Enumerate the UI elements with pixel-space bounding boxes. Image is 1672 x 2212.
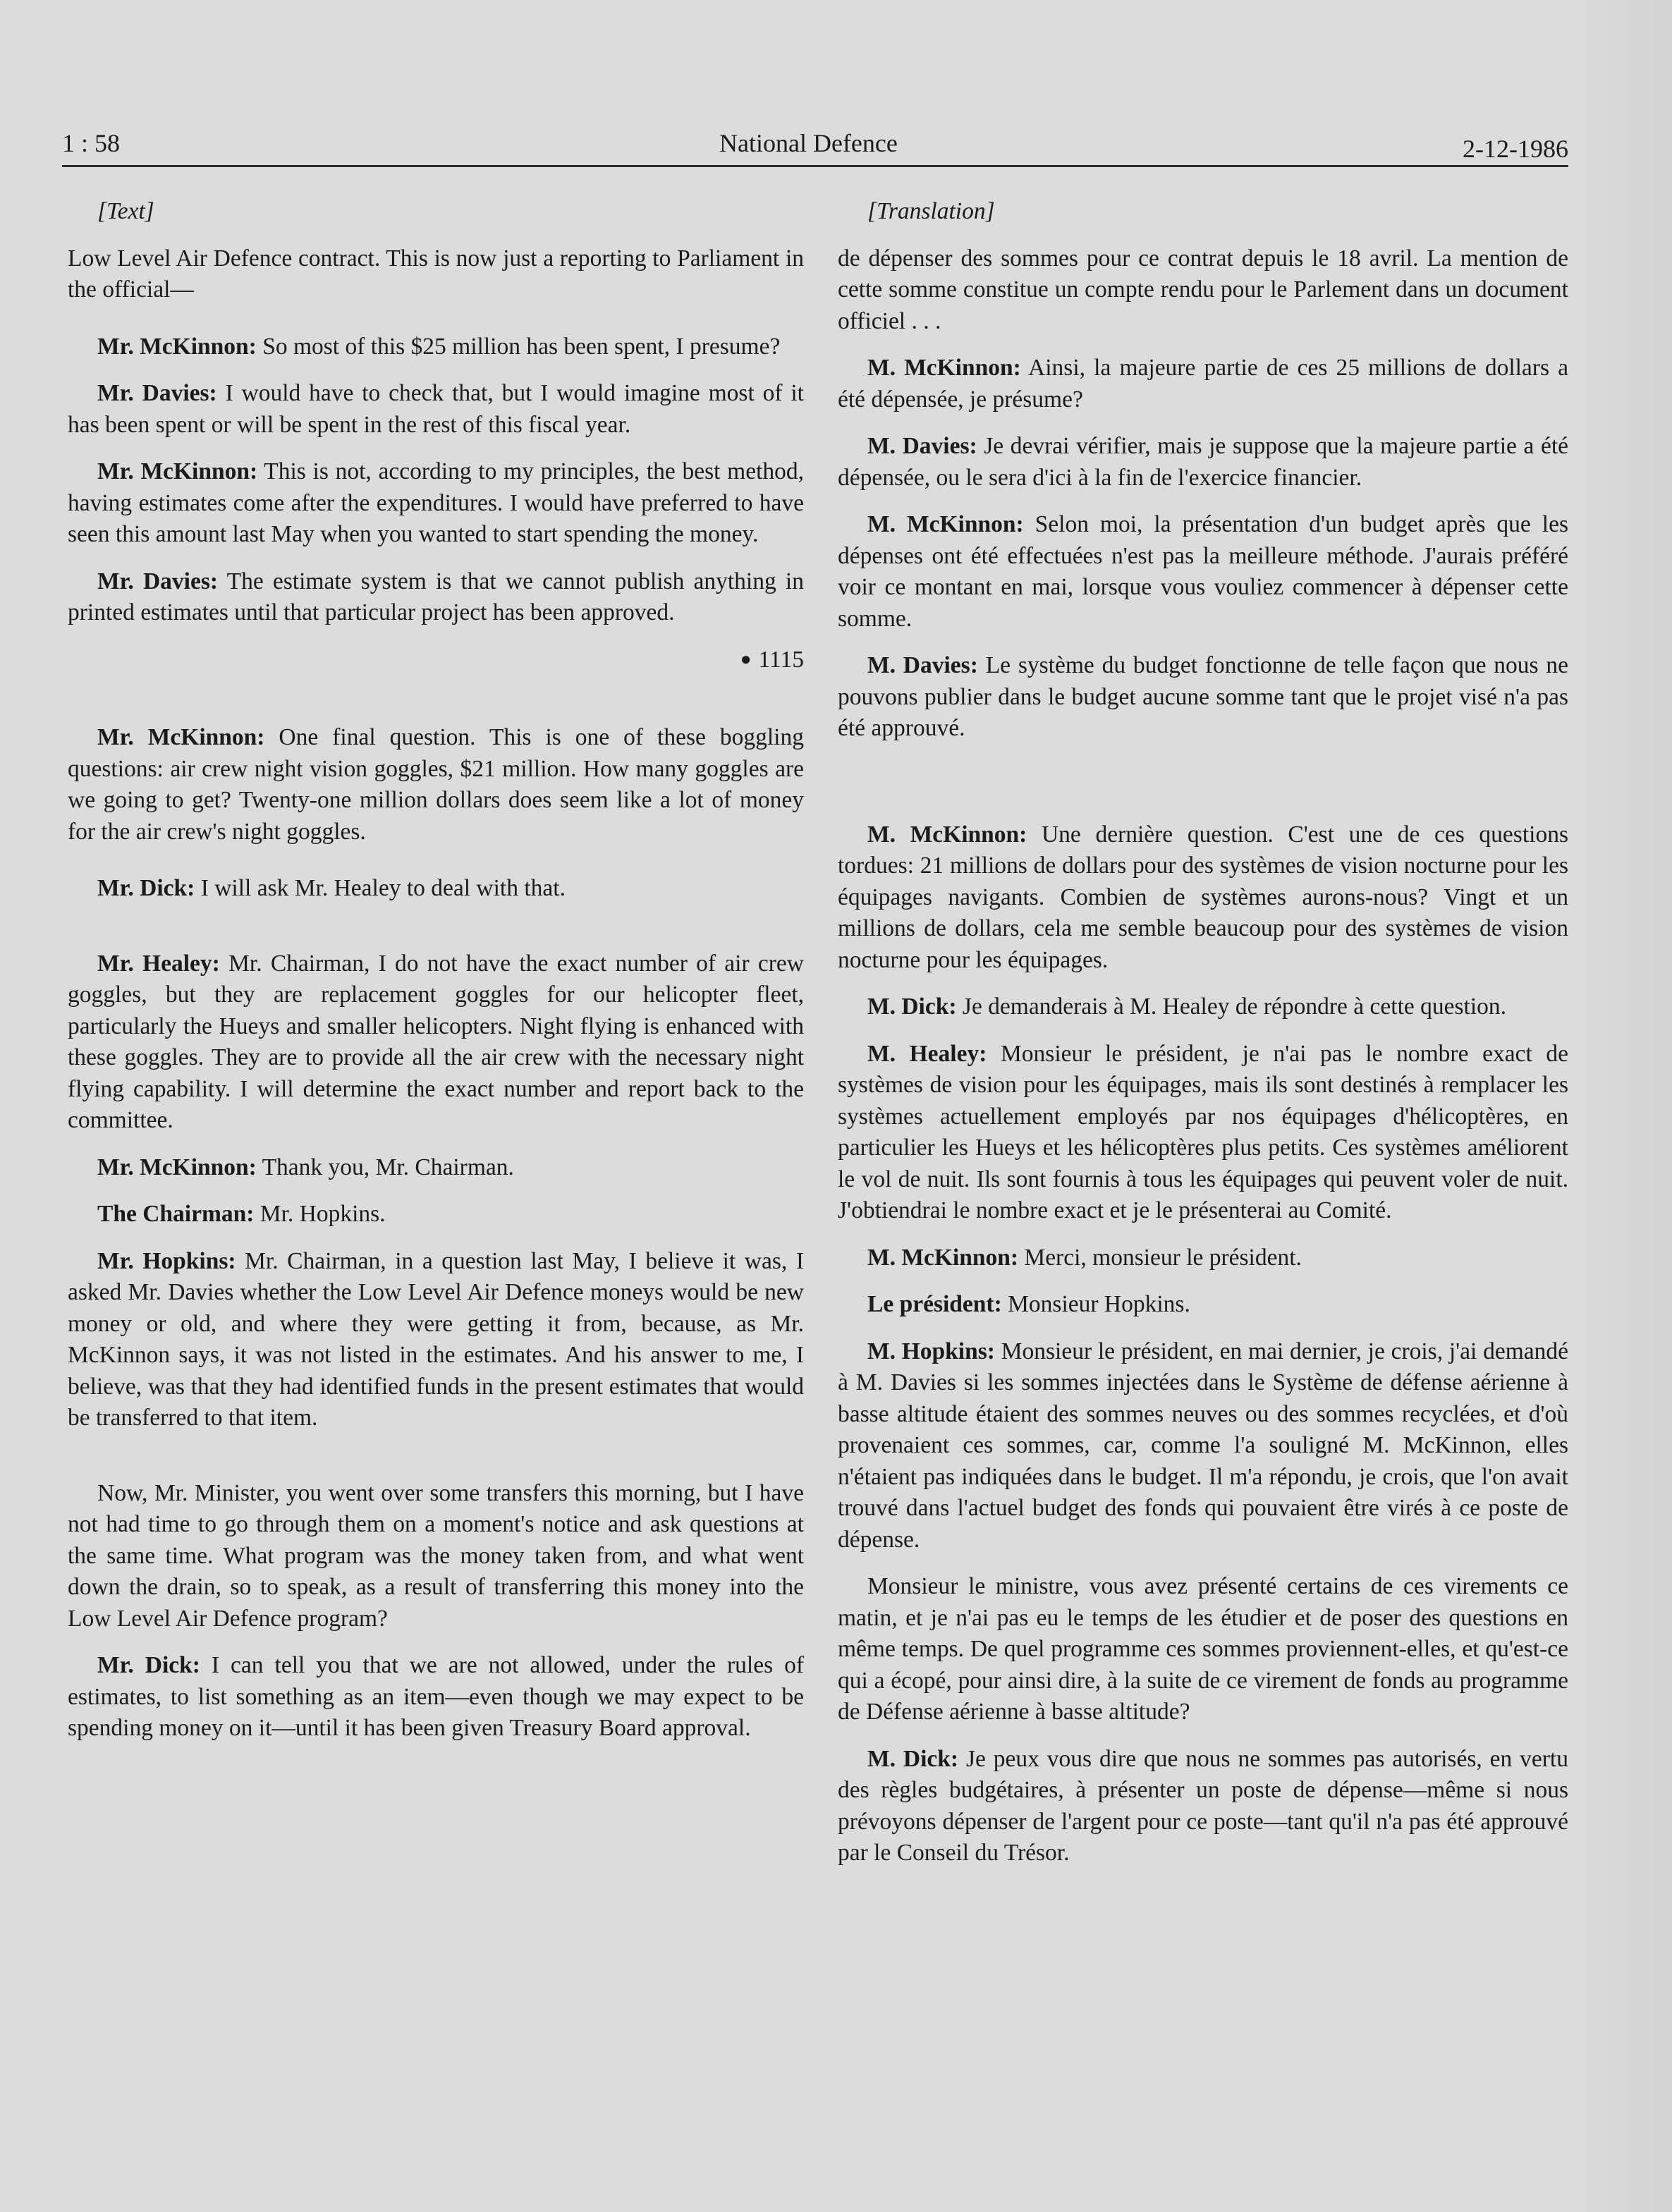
speaker-name: The Chairman: — [97, 1201, 255, 1227]
page-header — [62, 124, 1568, 166]
paragraph: de dépenser des sommes pour ce contrat depuis le 18 avril. La mention de cette somme constitue un compte rendu pour le Parlement dans un document officiel . . . — [838, 245, 1568, 334]
paragraph: Mr. Dick: I can tell you that we are not allowed, under the rules of estimates, to list something as an item—even though we may expect to be spending money on it—until it has been given Treasury Board approval. — [68, 1652, 805, 1741]
page-title: National Defence — [719, 129, 898, 157]
paragraph: Mr. Davies: I would have to check that, but I would imagine most of it has been spent or will be spent in the rest of this fiscal year. — [68, 380, 804, 438]
paragraph: Le président: Monsieur Hopkins. — [867, 1291, 1190, 1317]
paragraph: M. Dick: Je peux vous dire que nous ne sommes pas autorisés, en vertu des règles budgétaires, à présenter un poste de dépense—même si nous prévoyons dépenser de l'argent pour ce poste—tant qu'il n'a pas été approuvé par le Conseil du Trésor. — [838, 1745, 1568, 1866]
header-rule — [62, 165, 1568, 167]
speaker-name: Mr. Dick: — [97, 1652, 200, 1678]
speaker-name: Mr. McKinnon: — [97, 1154, 257, 1180]
paragraph: Low Level Air Defence contract. This is now just a reporting to Parliament in the official— — [68, 245, 804, 303]
speaker-name: Mr. Davies: — [97, 380, 217, 406]
french-column — [838, 196, 1568, 1885]
speaker-name: M. McKinnon: — [867, 511, 1024, 537]
speaker-name: M. McKinnon: — [867, 821, 1027, 848]
paragraph: Mr. McKinnon: This is not, according to my principles, the best method, having estimates come after the expenditures. I would have preferred to have seen this amount last May when you wanted to start spending the money. — [68, 458, 804, 547]
paragraph: M. McKinnon: Ainsi, la majeure partie de ces 25 millions de dollars a été dépensée, je présume? — [838, 355, 1568, 413]
english-column — [68, 196, 804, 1760]
paragraph: M. McKinnon: Merci, monsieur le président. — [867, 1244, 1302, 1271]
speaker-name: Mr. Hopkins: — [97, 1247, 236, 1274]
paragraph: The Chairman: Mr. Hopkins. — [97, 1201, 386, 1227]
paragraph: Mr. Hopkins: Mr. Chairman, in a question last May, I believe it was, I asked Mr. Davies whether the Low Level Air Defence moneys would be new money or old, and where they were getting it from, because, as Mr. McKinnon says, it was not listed in the estimates. And his answer to me, I believe, was that they had identified funds in the present estimates that would be transferred to that item. — [68, 1247, 804, 1431]
page-edge-shadow — [1573, 0, 1672, 2212]
bullet-icon: ● — [740, 648, 752, 669]
speaker-name: Le président: — [867, 1291, 1002, 1317]
paragraph: M. Davies: Je devrai vérifier, mais je suppose que la majeure partie a été dépensée, ou le sera d'ici à la fin de l'exercice financier. — [838, 433, 1568, 491]
speaker-name: M. Davies: — [867, 433, 977, 459]
timestamp: ● 1115 — [740, 646, 804, 673]
speaker-name: Mr. McKinnon: — [97, 724, 265, 750]
paragraph: Mr. Healey: Mr. Chairman, I do not have the exact number of air crew goggles, but they are replacement goggles for our helicopter fleet, particularly the Hueys and smaller helicopters. Night flying is enhanced with these goggles. They are to provide all the air crew with the necessary night flying capability. I will determine the exact number and report back to the committee. — [68, 950, 804, 1133]
paragraph: M. Healey: Monsieur le président, je n'ai pas le nombre exact de systèmes de vision pour les équipages, mais ils sont destinés à remplacer les systèmes actuellement employés par nos équipages d'hélicoptères, en particulier les Hueys et les hélicoptères plus petits. Ces systèmes améliorent le vol de nuit. Ils sont fournis à tous les équipages qui peuvent voler de nuit. J'obtiendrai le nombre exact et je le présenterai au Comité. — [838, 1040, 1568, 1223]
paragraph: M. Davies: Le système du budget fonctionne de telle façon que nous ne pouvons publier dans le budget aucune somme tant que le projet visé n'a pas été approuvé. — [838, 652, 1568, 741]
speaker-name: M. Davies: — [867, 652, 978, 678]
paragraph: Now, Mr. Minister, you went over some transfers this morning, but I have not had time to go through them on a moment's notice and ask questions at the same time. What program was the money taken from, and what went down the drain, so to speak, as a result of transferring this money into the Low Level Air Defence program? — [68, 1479, 804, 1632]
speaker-name: M. Dick: — [867, 1745, 959, 1772]
speaker-name: M. McKinnon: — [867, 355, 1021, 381]
paragraph: M. Hopkins: Monsieur le président, en mai dernier, je crois, j'ai demandé à M. Davies si les sommes injectées dans le Système de défense aérienne à basse altitude étaient des sommes neuves ou des sommes recyclées, et d'où provenaient ces sommes, car, comme l'a souligné M. McKinnon, elles n'étaient pas indiquées dans le budget. Il m'a répondu, je crois, que l'on avait trouvé dans l'actuel budget des fonds qui pouvaient être virés à ce poste de dépense. — [838, 1338, 1568, 1553]
speaker-name: M. Hopkins: — [867, 1338, 995, 1364]
speaker-name: Mr. Davies: — [97, 568, 219, 594]
paragraph: Mr. McKinnon: Thank you, Mr. Chairman. — [97, 1154, 514, 1180]
speaker-name: Mr. McKinnon: — [97, 458, 258, 484]
paragraph: Mr. McKinnon: One final question. This is one of these boggling questions: air crew night vision goggles, $21 million. How many goggles are we going to get? Twenty-one million dollars does seem like a lot of money for the air crew's night goggles. — [68, 724, 804, 845]
paragraph: Mr. Dick: I will ask Mr. Healey to deal with that. — [97, 875, 566, 901]
speaker-name: M. Dick: — [867, 994, 957, 1020]
language-label: [Translation] — [867, 198, 995, 224]
speaker-name: Mr. Healey: — [97, 950, 220, 977]
paragraph: Mr. McKinnon: So most of this $25 million has been spent, I presume? — [97, 333, 781, 360]
paragraph: M. McKinnon: Selon moi, la présentation d'un budget après que les dépenses ont été effectuées n'est pas la meilleure méthode. J'aurais préféré voir ce montant en mai, lorsque vous vouliez commencer à dépenser cette somme. — [838, 511, 1568, 632]
language-label: [Text] — [97, 198, 154, 224]
speaker-name: Mr. McKinnon: — [97, 333, 257, 360]
paragraph: M. Dick: Je demanderais à M. Healey de répondre à cette question. — [867, 994, 1507, 1020]
paragraph: M. McKinnon: Une dernière question. C'est une de ces questions tordues: 21 millions de dollars pour des systèmes de vision nocturne pour les équipages navigants. Combien de systèmes aurons-nous? Vingt et un millions de dollars, cela me semble beaucoup pour des systèmes de vision nocturne pour les équipages. — [838, 821, 1568, 973]
page-date: 2-12-1986 — [1463, 135, 1568, 163]
speaker-name: Mr. Dick: — [97, 875, 195, 901]
paragraph: Mr. Davies: The estimate system is that we cannot publish anything in printed estimates until that particular project has been approved. — [68, 568, 804, 625]
page-number: 1 : 58 — [62, 129, 121, 157]
speaker-name: M. McKinnon: — [867, 1244, 1019, 1271]
speaker-name: M. Healey: — [867, 1040, 987, 1067]
paragraph: Monsieur le ministre, vous avez présenté certains de ces virements ce matin, et je n'ai pas eu le temps de les étudier et de poser des questions en même temps. De quel programme ces sommes proviennent-elles, et qu'est-ce qui a écopé, pour ainsi dire, à la suite de ce virement de fonds au programme de Défense aérienne à basse altitude? — [838, 1573, 1568, 1725]
